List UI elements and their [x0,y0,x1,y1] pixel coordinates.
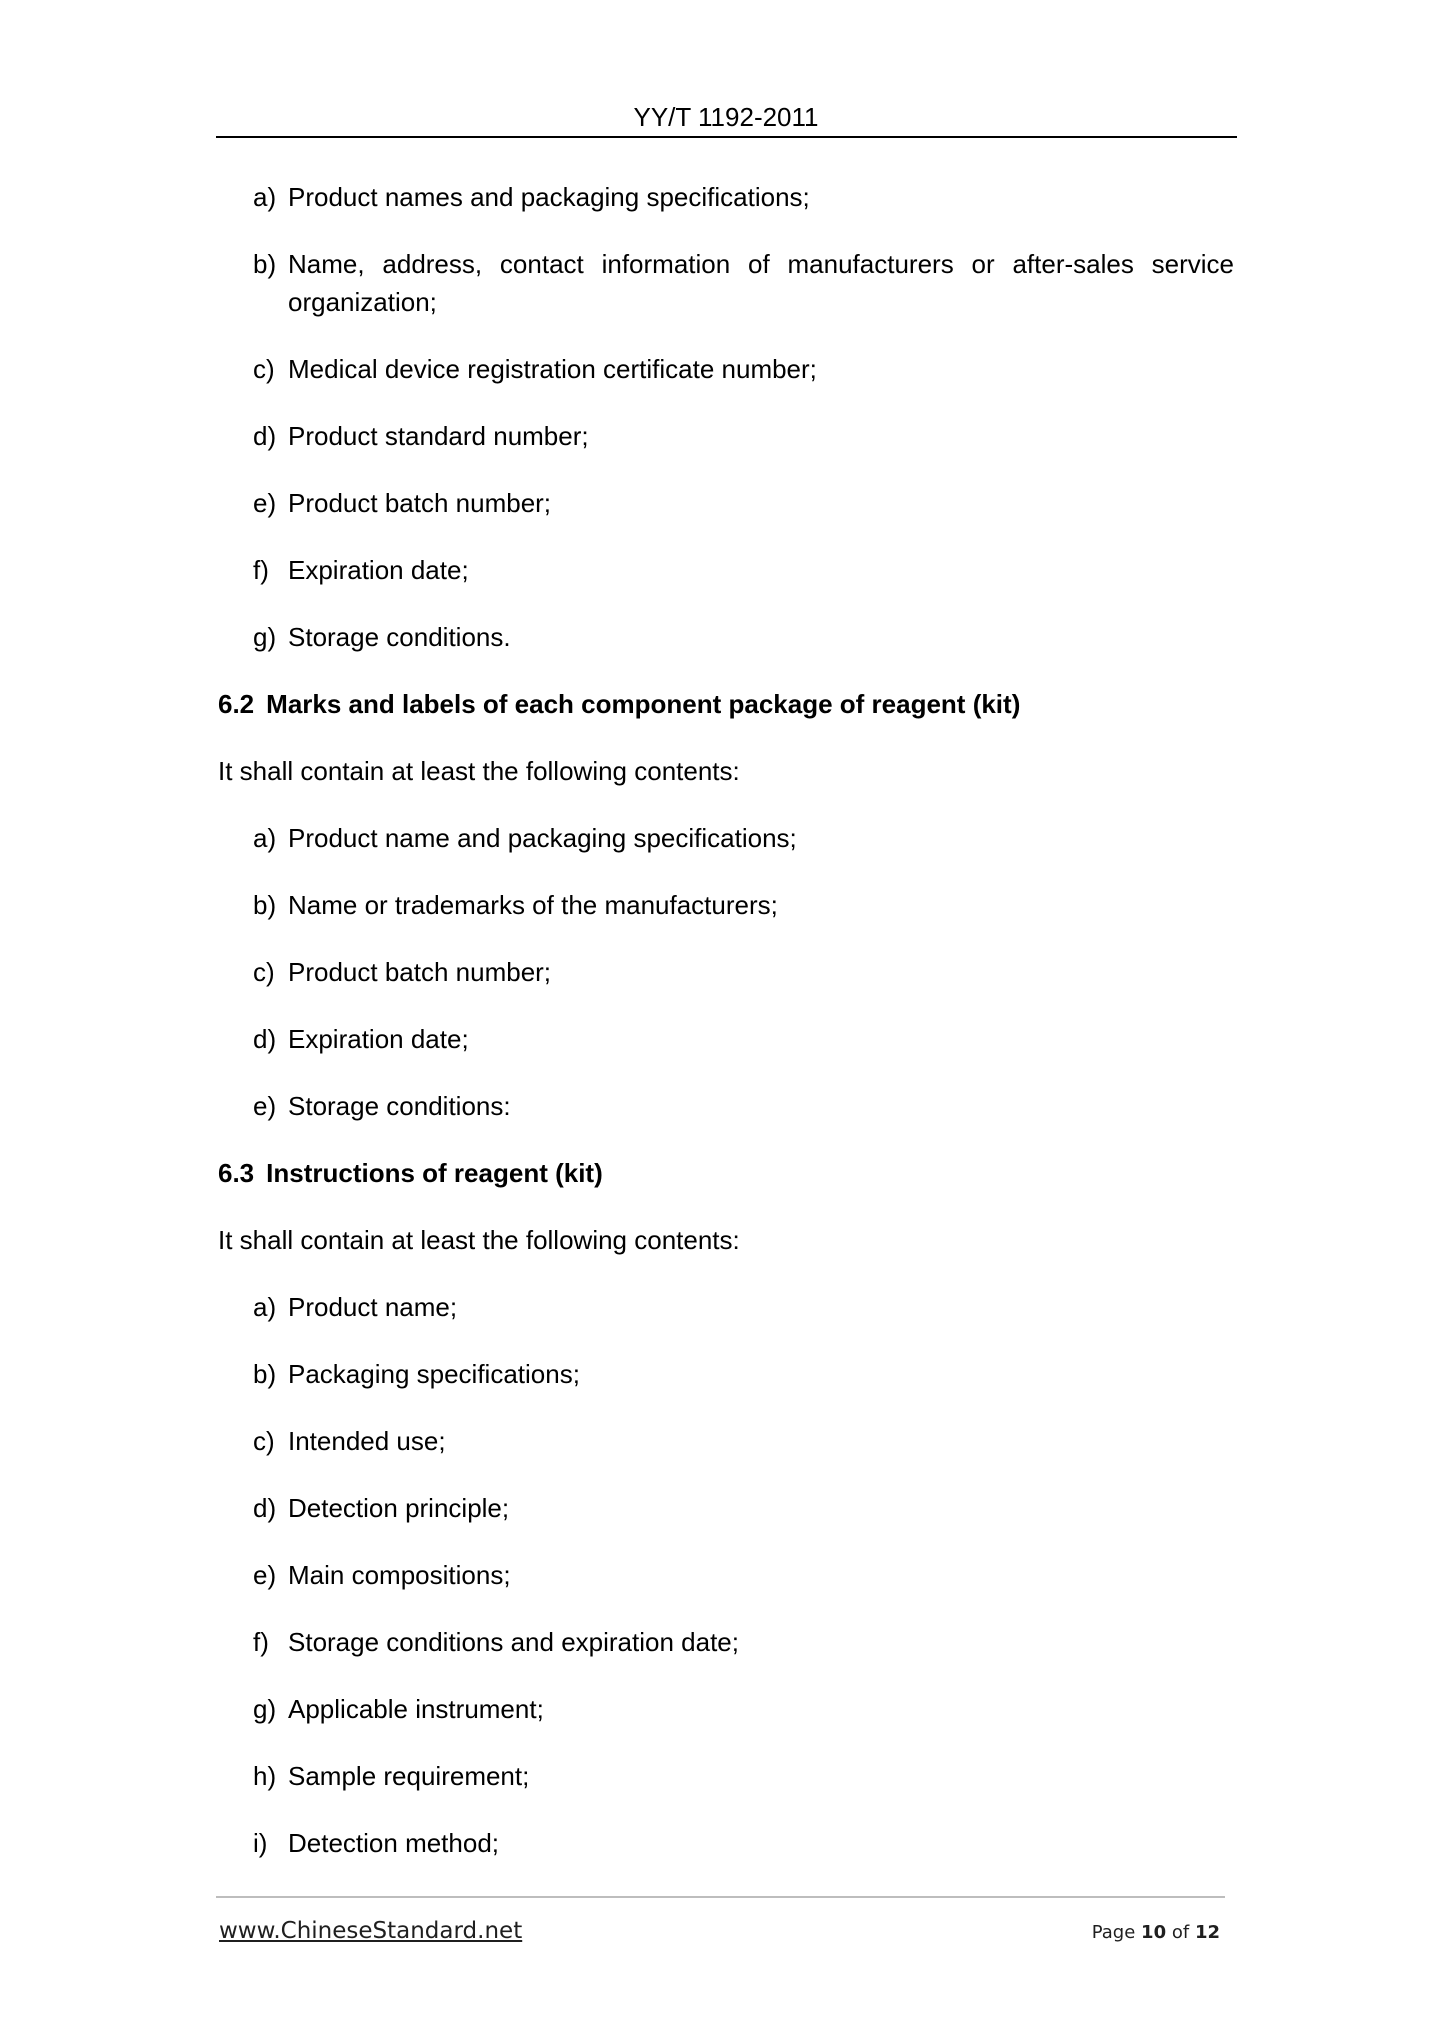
list-marker: f) [253,1627,269,1657]
list-text: Product names and packaging specifications; [288,182,810,212]
footer-divider [216,1896,1225,1898]
list-item [218,819,1234,857]
section-number: 6.3 [218,1158,255,1188]
list-marker: c) [253,1426,275,1456]
list-item [218,350,1234,388]
section-title: Instructions of reagent (kit) [266,1158,603,1188]
list-text: Product name and packaging specifications; [288,823,797,853]
list-marker: d) [253,1493,277,1523]
list-item [218,1355,1234,1393]
section-heading-6-3 [218,1154,1234,1192]
list-text: Intended use; [288,1426,446,1456]
list-marker: a) [253,1292,277,1322]
list-marker: e) [253,1560,277,1590]
list-item [218,551,1234,589]
page-total: 12 [1194,1922,1220,1943]
list-item [218,1690,1234,1728]
document-code-header: YY/T 1192-2011 [633,102,819,132]
page-indicator [1092,1921,1220,1945]
list-item [218,1824,1234,1862]
list-marker: g) [253,622,277,652]
list-text: Expiration date; [288,1024,469,1054]
list-marker: a) [253,182,277,212]
list-text: Storage conditions. [288,622,511,652]
list-item [218,245,1234,321]
list-marker: e) [253,1091,277,1121]
list-item [218,618,1234,656]
website-link[interactable]: www.ChineseStandard.net [219,1918,523,1944]
list-text: Packaging specifications; [288,1359,580,1389]
list-marker: i) [253,1828,268,1858]
header-divider [216,136,1237,138]
page-content [218,178,1234,1891]
list-item [218,953,1234,991]
list-text: Product name; [288,1292,458,1322]
list-text: Storage conditions: [288,1091,511,1121]
list-text: Applicable instrument; [288,1694,544,1724]
list-item [218,1422,1234,1460]
list-marker: h) [253,1761,277,1791]
list-item [218,1623,1234,1661]
list-marker: b) [253,890,277,920]
list-text: Main compositions; [288,1560,511,1590]
list-text: Detection principle; [288,1493,510,1523]
list-item [218,1020,1234,1058]
list-text: Product batch number; [288,488,552,518]
section-intro: It shall contain at least the following contents: [218,1225,740,1255]
section-number: 6.2 [218,689,255,719]
list-marker: c) [253,354,275,384]
list-text: Medical device registration certificate number; [288,354,817,384]
list-item [218,1556,1234,1594]
list-marker: g) [253,1694,277,1724]
list-item [218,1757,1234,1795]
list-item [218,1489,1234,1527]
section-title: Marks and labels of each component package of reagent (kit) [266,689,1021,719]
list-text: Name, address, contact information of manufacturers or after-sales service organization; [288,249,1234,317]
list-text: Name or trademarks of the manufacturers; [288,890,778,920]
list-text: Sample requirement; [288,1761,530,1791]
list-marker: a) [253,823,277,853]
section-heading-6-2 [218,685,1234,723]
page-current: 10 [1141,1922,1167,1943]
list-item [218,417,1234,455]
list-marker: c) [253,957,275,987]
list-marker: e) [253,488,277,518]
list-text: Expiration date; [288,555,469,585]
page-of: of [1171,1922,1190,1943]
section-6-3-list [218,1288,1234,1862]
list-marker: b) [253,249,277,279]
page-word: Page [1091,1922,1136,1943]
list-marker: b) [253,1359,277,1389]
list-item [218,1087,1234,1125]
list-item [218,484,1234,522]
list-item [218,178,1234,216]
list-text: Detection method; [288,1828,500,1858]
list-text: Storage conditions and expiration date; [288,1627,739,1657]
list-marker: f) [253,555,269,585]
section-intro: It shall contain at least the following contents: [218,756,740,786]
section-6-2-list [218,819,1234,1125]
continued-list [218,178,1234,656]
list-marker: d) [253,421,277,451]
list-marker: d) [253,1024,277,1054]
list-item [218,886,1234,924]
list-item [218,1288,1234,1326]
list-text: Product standard number; [288,421,589,451]
list-text: Product batch number; [288,957,552,987]
